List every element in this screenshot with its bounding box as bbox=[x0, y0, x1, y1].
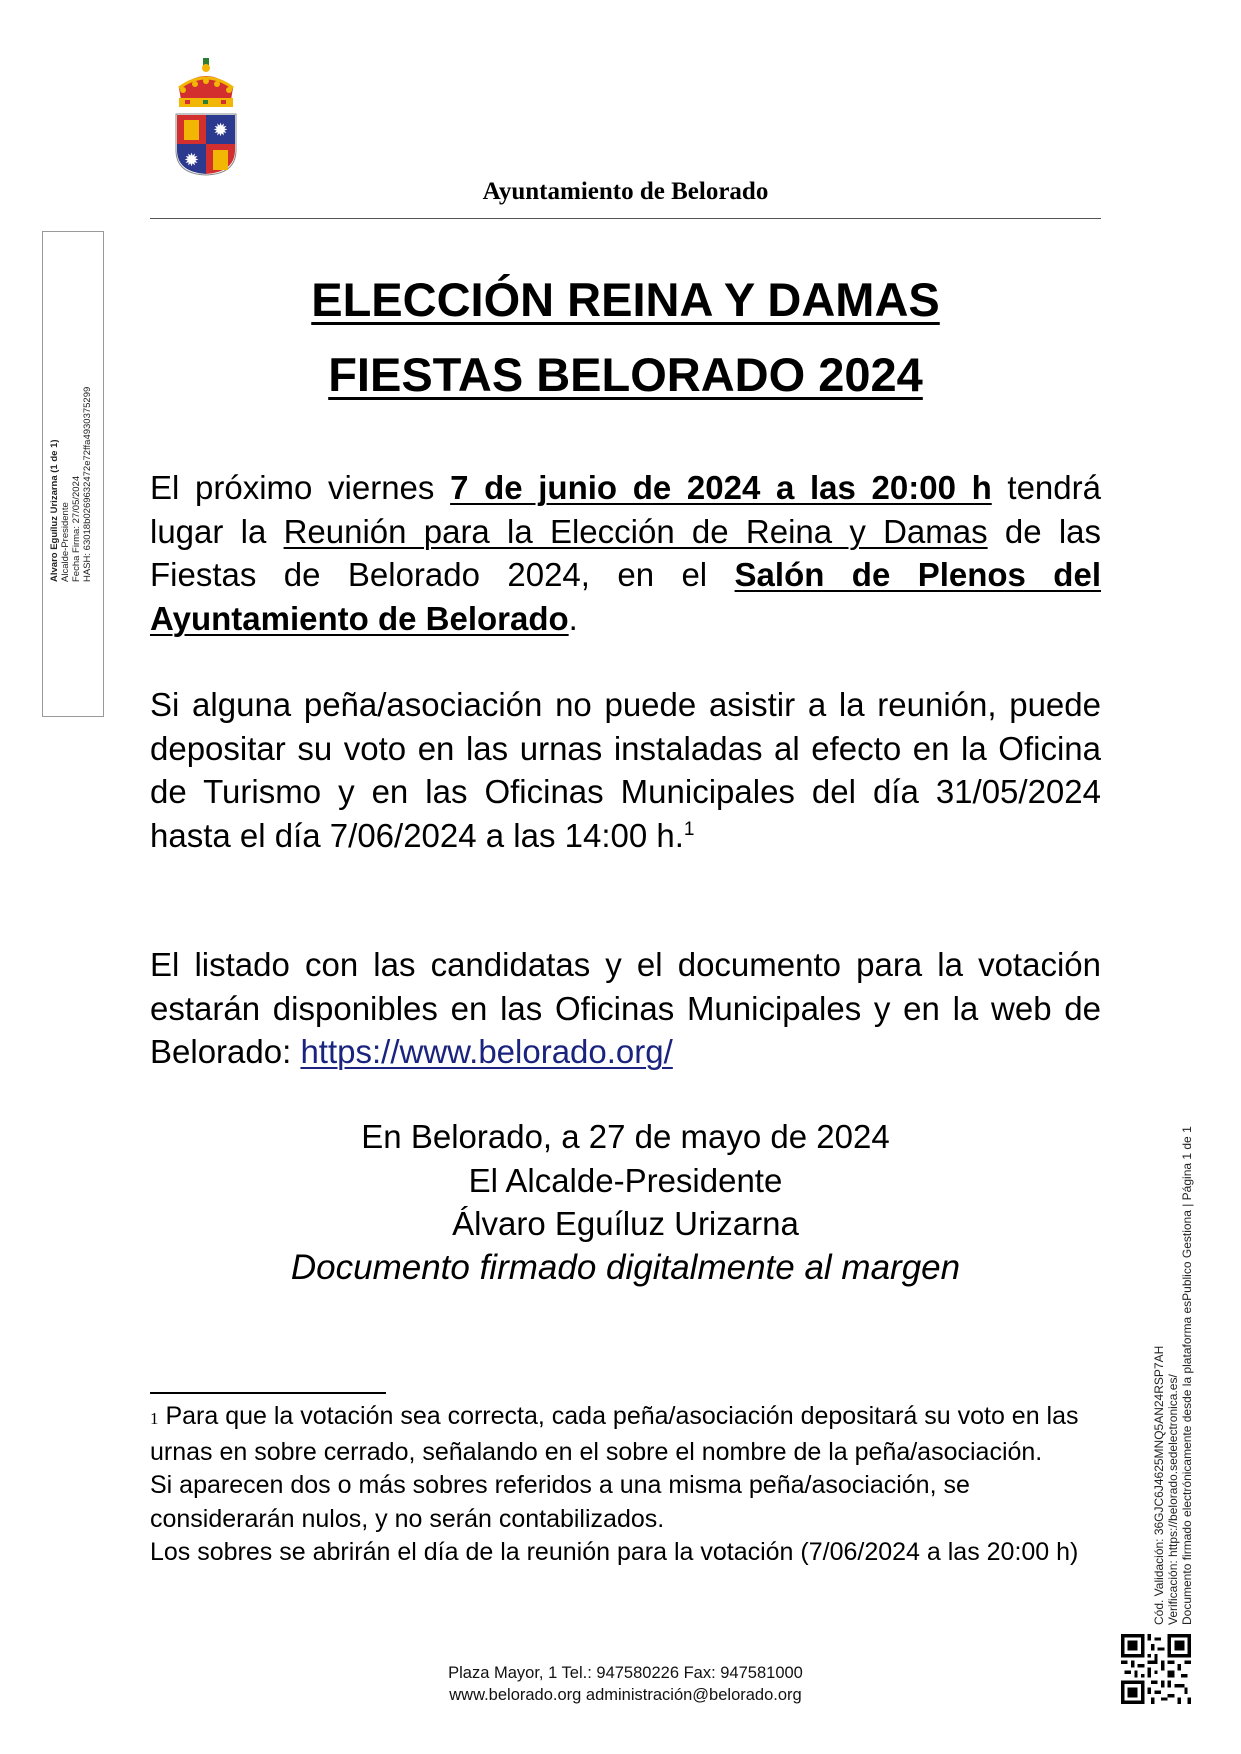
text: tendrá lugar la bbox=[150, 469, 1101, 550]
platform-note: Documento firmado electrónicamente desde la plataforma esPublico Gestiona | Página 1 de 1 bbox=[1180, 1126, 1194, 1625]
text: Si alguna peña/asociación no puede asistir a la reunión, puede depositar su voto en las urnas instaladas al efecto en la Oficina de Turismo y en las Oficinas Municipales del día 31/05/2024 hasta el día 7/06/2024 a las 14:00 h. bbox=[150, 686, 1101, 854]
footnote-text: Los sobres se abrirán el día de la reunión para la votación (7/06/2024 a las 20:00 h) bbox=[150, 1538, 1079, 1566]
text: . bbox=[568, 599, 578, 637]
organization-name: Ayuntamiento de Belorado bbox=[482, 178, 769, 205]
meeting-date: 7 de junio de 2024 a las 20:00 h bbox=[450, 469, 992, 506]
signer-name: Alvaro Eguíluz Urizarna (1 de 1) bbox=[49, 439, 60, 582]
signature-date: Fecha Firma: 27/05/2024 bbox=[71, 475, 82, 582]
title-text-2: FIESTAS BELORADO 2024 bbox=[328, 348, 923, 401]
meeting-name: Reunión para la Elección de Reina y Damas bbox=[283, 512, 988, 550]
paragraph-candidates bbox=[150, 943, 1101, 1074]
text: de las Fiestas de Belorado 2024, en el bbox=[150, 512, 1102, 593]
footnote-number: 1 bbox=[150, 1409, 159, 1428]
place-date: En Belorado, a 27 de mayo de 2024 bbox=[361, 1118, 890, 1155]
page-title-line-2 bbox=[150, 347, 1101, 402]
footnote-divider bbox=[150, 1392, 386, 1394]
footnote-reference[interactable]: 1 bbox=[683, 818, 695, 840]
verification-url[interactable]: Verificación: https://belorado.sedelectronica.es/ bbox=[1166, 1374, 1180, 1625]
svg-text:✹: ✹ bbox=[183, 150, 200, 170]
footnote-text: Si aparecen dos o más sobres referidos a una misma peña/asociación, se considerarán nulos, y no serán contabilizados. bbox=[150, 1471, 970, 1533]
footnotes bbox=[150, 1400, 1110, 1570]
header-divider bbox=[150, 218, 1101, 219]
qr-code-icon bbox=[1121, 1634, 1191, 1704]
coat-of-arms-icon bbox=[173, 58, 239, 176]
title-text-1: ELECCIÓN REINA Y DAMAS bbox=[311, 273, 940, 326]
signature-block bbox=[150, 1115, 1101, 1289]
signer-role: Alcalde-Presidente bbox=[60, 502, 71, 582]
svg-text:✹: ✹ bbox=[212, 120, 229, 140]
signer-role: El Alcalde-Presidente bbox=[468, 1161, 783, 1199]
verification-strip bbox=[1152, 1085, 1200, 1625]
footer-address: Plaza Mayor, 1 Tel.: 947580226 Fax: 947581000 bbox=[448, 1664, 803, 1682]
page-footer bbox=[150, 1662, 1101, 1706]
paragraph-voting bbox=[150, 683, 1101, 857]
website-link[interactable]: https://www.belorado.org/ bbox=[300, 1033, 673, 1070]
signer-name: Álvaro Eguíluz Urizarna bbox=[452, 1205, 799, 1242]
validation-code: Cód. Validación: 36GJC6J4625MNQ5AN24RSP7AH bbox=[1152, 1345, 1166, 1625]
digital-signature-box bbox=[42, 231, 104, 717]
paragraph-meeting bbox=[150, 466, 1101, 640]
footer-contact: www.belorado.org administración@belorado.org bbox=[449, 1686, 802, 1704]
text: El listado con las candidatas y el documento para la votación estarán disponibles en las Oficinas Municipales y en la web de Belorado: bbox=[150, 946, 1101, 1070]
signature-hash: HASH: 63018b02696324​72e72ffa4930375299 bbox=[82, 386, 93, 582]
signature-note: Documento firmado digitalmente al margen bbox=[290, 1247, 961, 1287]
meeting-place: Salón de Plenos del Ayuntamiento de Belorado bbox=[150, 556, 1101, 637]
footnote-text: Para que la votación sea correcta, cada peña/asociación depositará su voto en las urnas en sobre cerrado, señalando en el sobre el nombre de la peña/asociación. bbox=[150, 1402, 1079, 1466]
text: El próximo viernes bbox=[150, 469, 451, 506]
page-title-line-1 bbox=[150, 272, 1101, 327]
